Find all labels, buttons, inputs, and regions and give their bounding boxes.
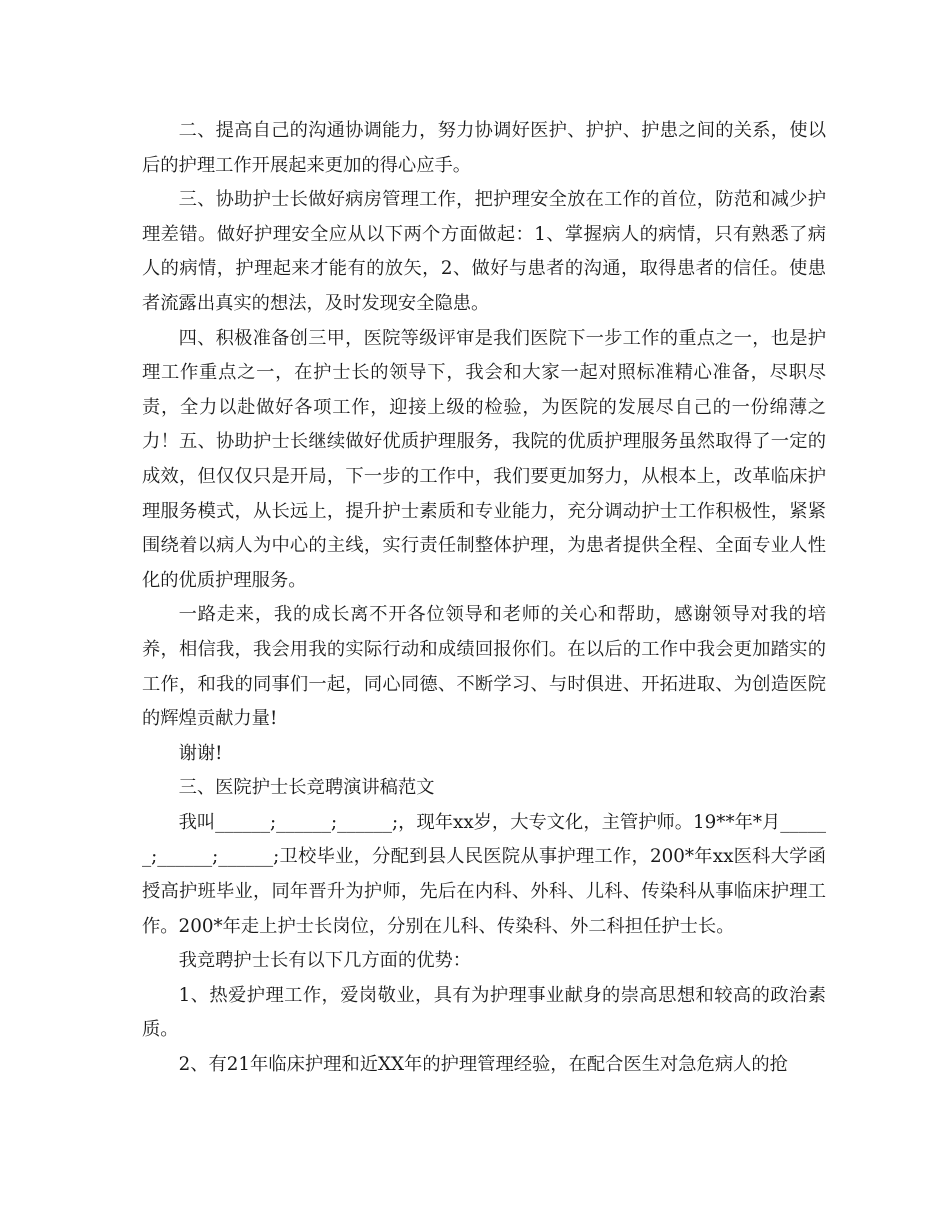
paragraph-self-introduction: 我叫______;______;______;，现年xx岁，大专文化，主管护师。19**年*月______;______;______;卫校毕业，分配到县人民医院从事护理工作，200*年xx医科大学函授高护班毕业，同年晋升为护师，先后在内科、外科、儿科、传染科从事临床护理工作。200*年走上护士长岗位，分别在儿科、传染科、外二科担任护士长。: [142, 811, 826, 937]
paragraph-advantages-intro: 我竞聘护士长有以下几方面的优势：: [178, 950, 472, 972]
list-item-1: 1、热爱护理工作，爱岗敬业，具有为护理事业献身的崇高思想和较高的政治素质。: [142, 984, 826, 1041]
paragraph-hospital-grading: 四、积极准备创三甲，医院等级评审是我们医院下一步工作的重点之一，也是护理工作重点之一，在护士长的领导下，我会和大家一起对照标准精心准备，尽职尽责，全力以赴做好各项工作，迎接上级的检验，为医院的发展尽自己的一份绵薄之力！五、协助护士长继续做好优质护理服务，我院的优质护理服务虽然取得了一定的成效，但仅仅只是开局，下一步的工作中，我们要更加努力，从根本上，改革临床护理服务模式，从长远上，提升护士素质和专业能力，充分调动护士工作积极性，紧紧围绕着以病人为中心的主线，实行责任制整体护理，为患者提供全程、全面专业人性化的优质护理服务。: [142, 327, 826, 591]
paragraph-gratitude: 一路走来，我的成长离不开各位领导和老师的关心和帮助，感谢领导对我的培养，相信我，我会用我的实际行动和成绩回报你们。在以后的工作中我会更加踏实的工作，和我的同事们一起，同心同德、不断学习、与时俱进、开拓进取、为创造医院的辉煌贡献力量!: [142, 604, 826, 730]
paragraph-thanks: 谢谢!: [178, 742, 223, 764]
section-heading: 三、医院护士长竞聘演讲稿范文: [178, 777, 435, 799]
paragraph-ward-management: 三、协助护士长做好病房管理工作，把护理安全放在工作的首位，防范和减少护理差错。做好护理安全应从以下两个方面做起：1、掌握病人的病情，只有熟悉了病人的病情，护理起来才能有的放矢，2、做好与患者的沟通，取得患者的信任。使患者流露出真实的想法，及时发现安全隐患。: [142, 189, 826, 314]
paragraph-communication: 二、提高自己的沟通协调能力，努力协调好医护、护护、护患之间的关系，使以后的护理工作开展起来更加的得心应手。: [142, 120, 826, 176]
list-item-2: 2、有21年临床护理和近XX年的护理管理经验，在配合医生对急危病人的抢: [178, 1054, 788, 1076]
document-body: [142, 114, 826, 1083]
